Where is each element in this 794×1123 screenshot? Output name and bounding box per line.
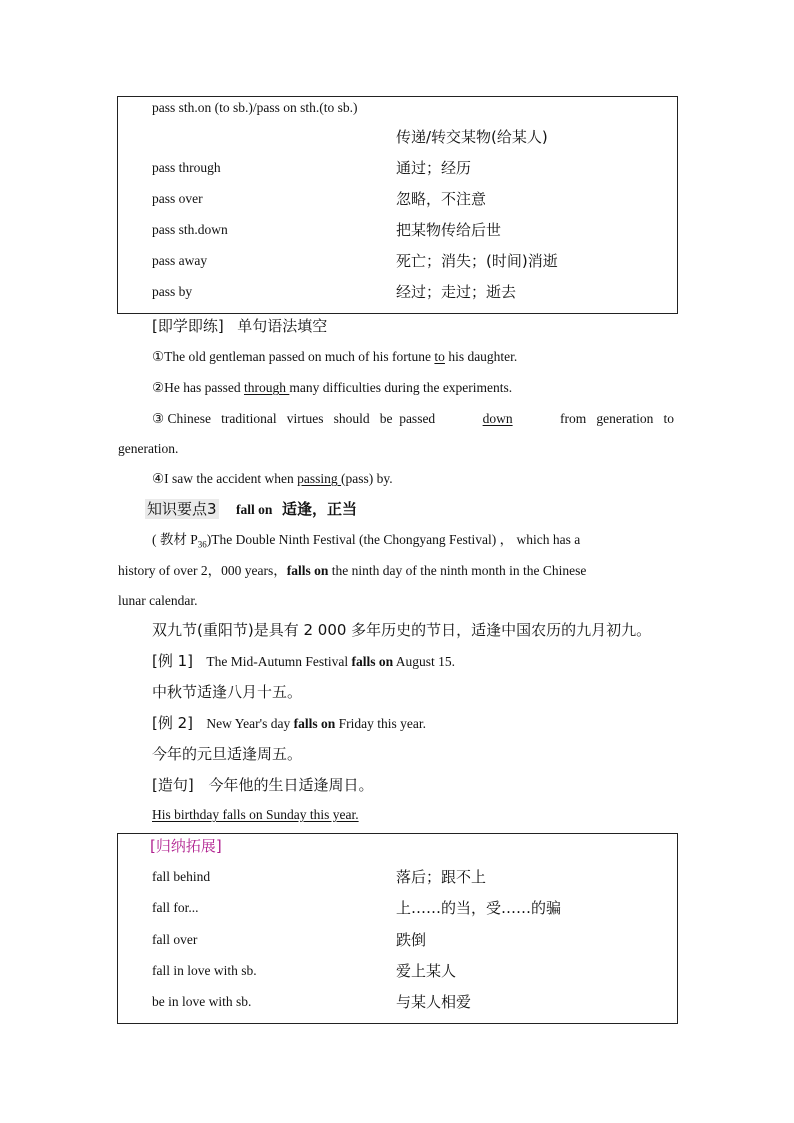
point3-heading: [145, 499, 357, 521]
make-label: [造句]: [152, 776, 194, 794]
src-pre: ( 教材 P: [152, 532, 198, 547]
make-sentence: [152, 775, 374, 795]
table2-row-0-cn: 落后；跟不上: [396, 868, 487, 886]
example-1: [152, 651, 455, 672]
table1-row-5-cn: 死亡；消失；(时间)消逝: [396, 252, 558, 270]
point3-line3: lunar calendar.: [118, 593, 198, 608]
ex1-post: August 15.: [393, 654, 456, 669]
practice-sentence-4: [152, 469, 393, 489]
line2-pre: history of over 2，000 years，: [118, 563, 287, 578]
point3-line2: [118, 561, 586, 581]
ex2-label: [例 2]: [152, 714, 194, 732]
s2-post: many difficulties during the experiments.: [289, 380, 513, 395]
point3-tag: 知识要点3: [147, 500, 217, 518]
s2-pre: ②He has passed: [152, 380, 244, 395]
table1-row-6-cn: 经过；走过；逝去: [396, 283, 517, 301]
table2-row-0-en: fall behind: [152, 869, 211, 884]
s1-post: his daughter.: [444, 349, 518, 364]
s1-pre: ①The old gentleman passed on much of his fortune: [152, 349, 435, 364]
table1-row-4-en: pass sth.down: [152, 222, 228, 237]
line2-bold: falls on: [286, 563, 329, 578]
table1-row-6-en: pass by: [152, 284, 193, 299]
ex1-bold: falls on: [351, 654, 394, 669]
point3-translation: 双九节(重阳节)是具有 2 000 多年历史的节日，适逢中国农历的九月初九。: [152, 621, 652, 639]
practice-sentence-3-cont: generation.: [118, 441, 179, 456]
example-2-cn: 今年的元旦适逢周五。: [152, 745, 303, 763]
table2-row-2-cn: 跌倒: [396, 931, 427, 949]
practice-sentence-2: [152, 378, 512, 398]
table1-row-2-cn: 通过；经历: [396, 159, 472, 177]
practice-sentence-3: [152, 409, 674, 429]
s3-pre: ③ Chinese traditional virtues should be passed: [152, 411, 439, 426]
table2-row-3-en: fall in love with sb.: [152, 963, 257, 978]
s4-post: (pass) by.: [341, 471, 393, 486]
s4-pre: ④I saw the accident when: [152, 471, 298, 486]
table1-row-3-cn: 忽略，不注意: [396, 190, 487, 208]
make-answer: His birthday falls on Sunday this year.: [152, 807, 359, 822]
ex2-bold: falls on: [293, 716, 336, 731]
src-text: )The Double Ninth Festival (the Chongyang Festival) ， which has a: [206, 532, 581, 547]
table2-row-1-en: fall for...: [152, 900, 199, 915]
s2-answer: through: [243, 380, 290, 395]
table1-row-5-en: pass away: [152, 253, 208, 268]
table1-row-2-en: pass through: [152, 160, 221, 175]
point3-meaning: 适逢，正当: [281, 500, 357, 518]
src-page: 36: [197, 539, 207, 550]
table2-row-3-cn: 爱上某人: [396, 962, 457, 980]
make-cn: 今年他的生日适逢周日。: [208, 776, 374, 794]
point3-source-line: [152, 530, 674, 555]
table1-row-1-cn: 传递/转交某物(给某人): [396, 128, 548, 146]
example-1-cn: 中秋节适逢八月十五。: [152, 683, 303, 701]
table1-row-3-en: pass over: [152, 191, 203, 206]
line2-post: the ninth day of the ninth month in the Chinese: [328, 563, 587, 578]
s1-answer: to: [434, 349, 445, 364]
example-2: [152, 713, 426, 734]
s3-post: from generation to: [556, 411, 674, 426]
ex1-pre: The Mid-Autumn Festival: [206, 654, 352, 669]
point3-phrase: fall on: [236, 502, 273, 517]
ex2-pre: New Year's day: [206, 716, 294, 731]
practice-tag: [即学即练]: [152, 317, 224, 335]
ex2-post: Friday this year.: [335, 716, 426, 731]
table2-row-2-en: fall over: [152, 932, 198, 947]
table2-row-4-en: be in love with sb.: [152, 994, 252, 1009]
practice-title: 单句语法填空: [237, 317, 328, 335]
practice-heading: [152, 316, 327, 338]
expand-heading: [归纳拓展]: [150, 837, 222, 855]
table1-row-4-cn: 把某物传给后世: [396, 221, 502, 239]
table1-row-0-en: pass sth.on (to sb.)/pass on sth.(to sb.): [152, 100, 358, 115]
s3-answer: down: [482, 411, 513, 426]
s4-answer: passing: [297, 471, 342, 486]
practice-sentence-1: [152, 347, 517, 367]
table2-row-4-cn: 与某人相爱: [396, 993, 472, 1011]
table2-row-1-cn: 上……的当，受……的骗: [396, 899, 562, 917]
ex1-label: [例 1]: [152, 652, 194, 670]
